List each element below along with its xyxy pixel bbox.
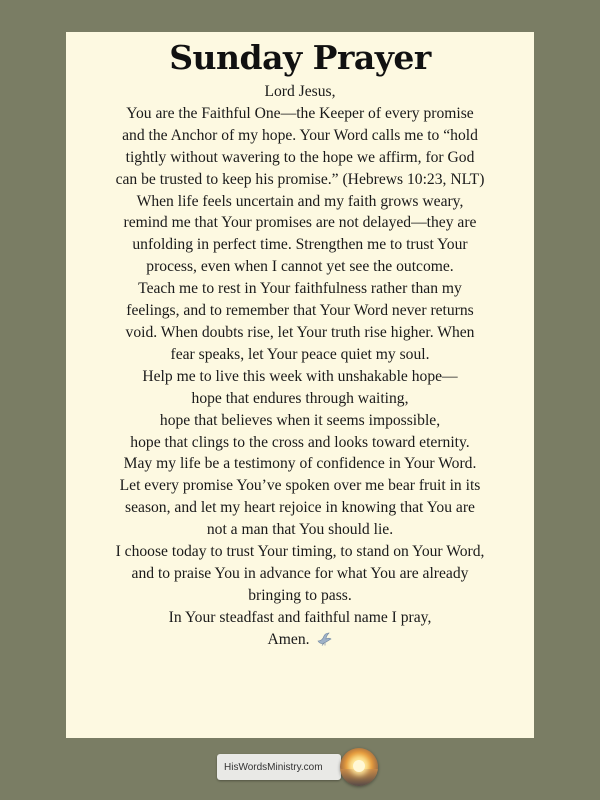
site-badge[interactable]	[217, 754, 341, 780]
prayer-line: season, and let my heart rejoice in knowing that You are	[125, 499, 475, 517]
prayer-line: I choose today to trust Your timing, to stand on Your Word,	[115, 543, 485, 561]
prayer-line: You are the Faithful One—the Keeper of every promise	[126, 104, 474, 122]
prayer-line: In Your steadfast and faithful name I pray,	[168, 608, 432, 626]
prayer-line: tightly without wavering to the hope we affirm, for God	[125, 148, 475, 166]
prayer-line: fear speaks, let Your peace quiet my soul.	[170, 345, 430, 363]
prayer-line: and to praise You in advance for what You are already	[131, 564, 469, 582]
prayer-line: void. When doubts rise, let Your truth rise higher. When	[125, 323, 475, 341]
sunset-logo-icon	[340, 748, 378, 786]
prayer-closing-line	[70, 629, 530, 651]
prayer-line: When life feels uncertain and my faith grows weary,	[136, 192, 464, 210]
prayer-line: process, even when I cannot yet see the outcome.	[146, 258, 454, 276]
prayer-line: can be trusted to keep his promise.” (Hebrews 10:23, NLT)	[115, 170, 485, 188]
prayer-line: hope that endures through waiting,	[191, 389, 409, 407]
prayer-line: unfolding in perfect time. Strengthen me to trust Your	[132, 236, 468, 254]
prayer-line: hope that believes when it seems impossible,	[159, 411, 441, 429]
prayer-line: and the Anchor of my hope. Your Word calls me to “hold	[122, 126, 478, 144]
prayer-line: feelings, and to remember that Your Word never returns	[126, 302, 474, 320]
prayer-line: remind me that Your promises are not delayed—they are	[123, 214, 477, 232]
prayer-line: Let every promise You’ve spoken over me bear fruit in its	[119, 477, 481, 495]
prayer-body	[66, 81, 534, 651]
prayer-line: bringing to pass.	[248, 586, 352, 604]
prayer-line: hope that clings to the cross and looks toward eternity.	[130, 433, 470, 451]
prayer-card	[66, 32, 534, 738]
site-url[interactable]: HisWordsMinistry.com	[224, 761, 323, 773]
prayer-line: Lord Jesus,	[264, 83, 336, 100]
prayer-closing: Amen.	[267, 630, 310, 648]
dove-icon	[316, 631, 332, 645]
prayer-line: Teach me to rest in Your faithfulness rather than my	[138, 280, 462, 298]
prayer-line: May my life be a testimony of confidence in Your Word.	[123, 455, 477, 473]
prayer-line: Help me to live this week with unshakable hope—	[142, 367, 458, 385]
page-title: Sunday Prayer	[169, 38, 431, 77]
prayer-line: not a man that You should lie.	[206, 521, 394, 539]
